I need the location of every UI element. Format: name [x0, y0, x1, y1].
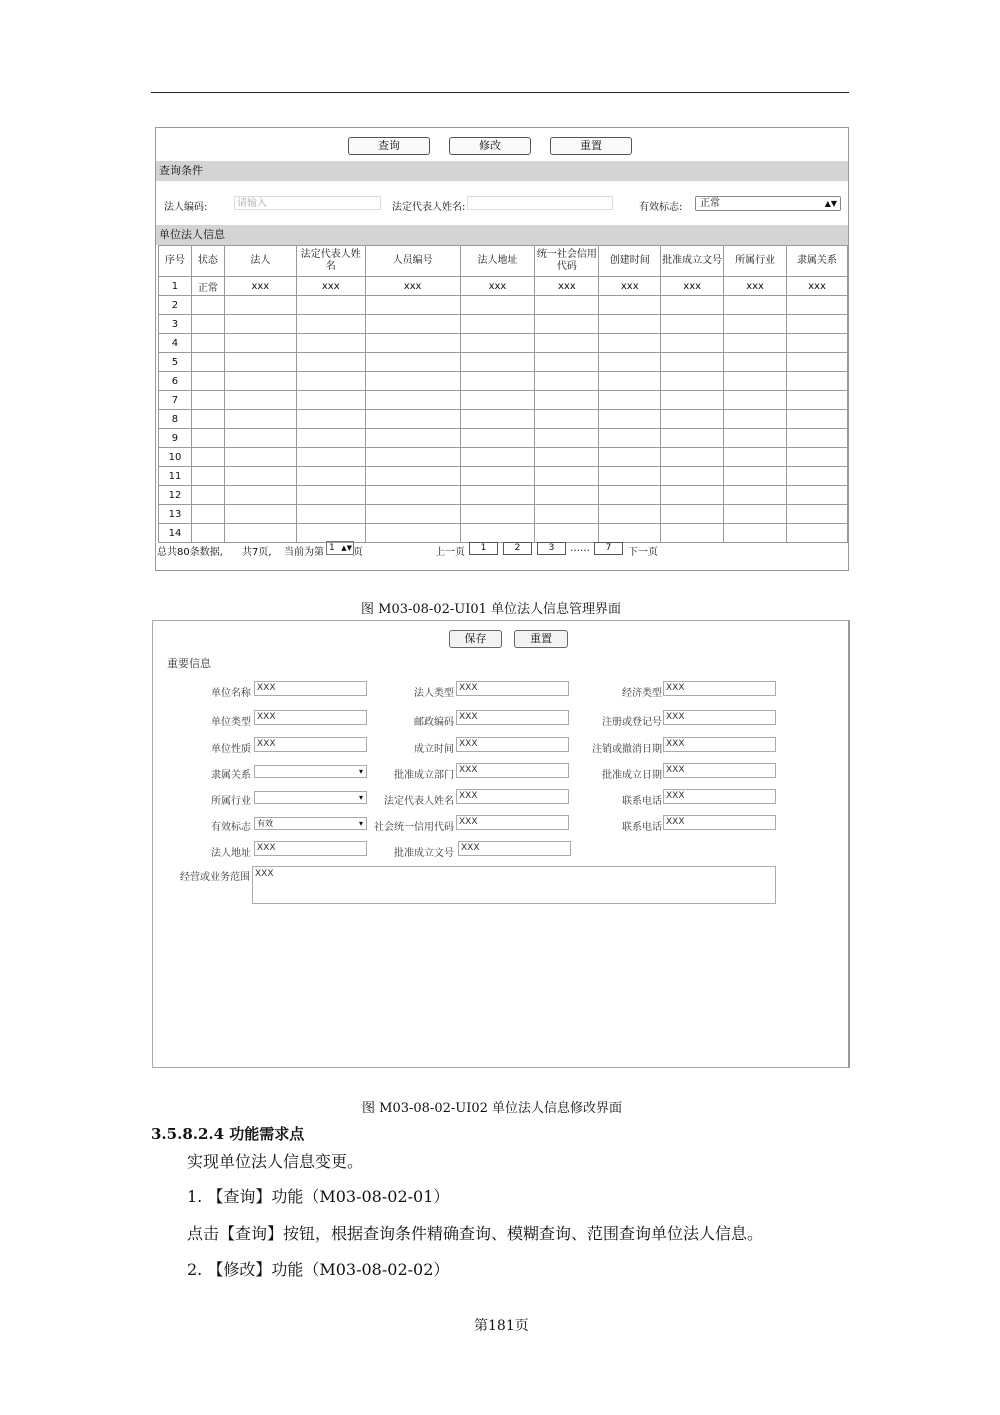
reset-button[interactable]: 重置: [514, 630, 568, 648]
table-cell: [224, 524, 296, 543]
field-value: XXX: [257, 712, 276, 722]
table-cell: [787, 296, 848, 315]
field-input[interactable]: [663, 681, 776, 696]
field-input[interactable]: [254, 710, 367, 725]
table-cell: [460, 391, 535, 410]
reset-button[interactable]: 重置: [550, 137, 632, 155]
table-cell: 10: [159, 448, 192, 467]
table-cell: [724, 391, 787, 410]
table-cell: [191, 353, 224, 372]
table-row[interactable]: [159, 277, 848, 296]
table-cell: [460, 372, 535, 391]
table-cell: xxx: [365, 277, 460, 296]
table-cell: [460, 505, 535, 524]
table-cell: [724, 448, 787, 467]
field-input[interactable]: [456, 710, 569, 725]
section-heading: 3.5.8.2.4 功能需求点: [151, 1125, 305, 1143]
table-row[interactable]: [159, 334, 848, 353]
table-cell: [365, 296, 460, 315]
flag-label: 有效标志:: [639, 202, 683, 213]
table-cell: [599, 524, 661, 543]
table-cell: [724, 410, 787, 429]
field-value: XXX: [666, 712, 685, 722]
field-input[interactable]: [456, 737, 569, 752]
table-cell: [224, 410, 296, 429]
info-section-header: 单位法人信息: [156, 225, 848, 245]
table-cell: [191, 429, 224, 448]
field-value: XXX: [666, 765, 685, 775]
table-cell: [535, 505, 599, 524]
code-input[interactable]: 请输入: [234, 196, 381, 210]
col-header: 隶属关系: [787, 246, 848, 277]
table-cell: [191, 334, 224, 353]
field-label: 联系电话: [622, 822, 662, 833]
table-cell: [296, 391, 365, 410]
item-1: 1. 【查询】功能（M03-08-02-01）: [187, 1187, 450, 1206]
table-row[interactable]: [159, 315, 848, 334]
field-input[interactable]: [663, 763, 776, 778]
table-cell: [724, 486, 787, 505]
field-label: 联系电话: [622, 796, 662, 807]
field-label: 单位类型: [211, 717, 251, 728]
table-cell: [224, 391, 296, 410]
table-cell: 11: [159, 467, 192, 486]
col-header: 创建时间: [599, 246, 661, 277]
page-3-button[interactable]: 3: [537, 542, 566, 555]
table-cell: [661, 296, 724, 315]
rep-name-input[interactable]: [467, 196, 613, 210]
dropdown-arrow-icon: ▾: [358, 767, 363, 776]
table-cell: [787, 486, 848, 505]
field-label: 成立时间: [414, 744, 454, 755]
table-cell: [460, 486, 535, 505]
field-label: 法人地址: [211, 848, 251, 859]
table-header-row: [159, 246, 848, 277]
figure-caption-ui01: 图 M03-08-02-UI01 单位法人信息管理界面: [361, 602, 622, 617]
table-cell: [599, 410, 661, 429]
table-cell: [787, 353, 848, 372]
field-label: 法定代表人姓名: [384, 796, 454, 807]
table-cell: [365, 486, 460, 505]
table-cell: [224, 334, 296, 353]
table-cell: [365, 467, 460, 486]
dropdown-arrow-icon: ▾: [358, 793, 363, 802]
table-row[interactable]: [159, 524, 848, 543]
table-cell: [296, 486, 365, 505]
table-cell: [724, 315, 787, 334]
table-cell: [535, 315, 599, 334]
table-cell: [535, 486, 599, 505]
table-cell: [365, 334, 460, 353]
table-cell: [599, 448, 661, 467]
table-cell: [661, 315, 724, 334]
important-info-heading: 重要信息: [167, 657, 211, 670]
field-input[interactable]: [663, 789, 776, 804]
table-cell: [787, 448, 848, 467]
table-cell: 7: [159, 391, 192, 410]
col-header: 所属行业: [724, 246, 787, 277]
table-cell: 14: [159, 524, 192, 543]
page-2-button[interactable]: 2: [503, 542, 532, 555]
code-label: 法人编码:: [164, 202, 208, 213]
table-cell: [460, 296, 535, 315]
table-cell: 6: [159, 372, 192, 391]
table-cell: 8: [159, 410, 192, 429]
table-row[interactable]: [159, 467, 848, 486]
table-cell: [365, 372, 460, 391]
table-cell: [535, 467, 599, 486]
table-cell: xxx: [724, 277, 787, 296]
current-page-suffix: 页: [353, 547, 363, 558]
col-header: 统一社会信用代码: [535, 246, 599, 277]
table-cell: [599, 372, 661, 391]
field-input[interactable]: [456, 815, 569, 830]
field-select[interactable]: [254, 765, 367, 778]
col-header: 法人地址: [460, 246, 535, 277]
page-number: 第181页: [474, 1318, 529, 1334]
field-label: 批准成立文号: [394, 848, 454, 859]
table-cell: [365, 410, 460, 429]
table-cell: [191, 391, 224, 410]
query-button[interactable]: 查询: [348, 137, 430, 155]
table-cell: [365, 524, 460, 543]
table-cell: [724, 334, 787, 353]
table-cell: 2: [159, 296, 192, 315]
table-cell: [365, 353, 460, 372]
page-count: 共7页,: [242, 547, 272, 558]
table-cell: [460, 334, 535, 353]
table-cell: xxx: [661, 277, 724, 296]
modify-button[interactable]: 修改: [449, 137, 531, 155]
field-input[interactable]: [663, 710, 776, 725]
table-cell: [787, 467, 848, 486]
field-label: 注册或登记号: [602, 717, 662, 728]
table-cell: [224, 505, 296, 524]
field-input[interactable]: [456, 763, 569, 778]
field-label: 单位性质: [211, 744, 251, 755]
table-cell: [599, 429, 661, 448]
table-cell: [661, 486, 724, 505]
field-select[interactable]: [254, 817, 367, 830]
table-cell: [296, 429, 365, 448]
table-row[interactable]: [159, 353, 848, 372]
table-cell: [787, 372, 848, 391]
table-cell: [724, 505, 787, 524]
table-cell: [296, 372, 365, 391]
flag-select-value: 正常: [700, 198, 720, 209]
query-section-header: 查询条件: [156, 161, 848, 181]
field-value: XXX: [666, 791, 685, 801]
field-value: XXX: [459, 765, 478, 775]
field-value: XXX: [666, 817, 685, 827]
table-cell: [724, 372, 787, 391]
col-header: 状态: [191, 246, 224, 277]
table-cell: xxx: [599, 277, 661, 296]
table-cell: [296, 353, 365, 372]
table-cell: [724, 353, 787, 372]
field-input[interactable]: [663, 815, 776, 830]
table-cell: [365, 505, 460, 524]
table-cell: xxx: [535, 277, 599, 296]
table-cell: [599, 315, 661, 334]
table-cell: [460, 524, 535, 543]
table-cell: [191, 448, 224, 467]
field-value: XXX: [666, 683, 685, 693]
table-cell: [296, 467, 365, 486]
field-input[interactable]: [254, 737, 367, 752]
table-cell: [224, 429, 296, 448]
table-cell: [661, 334, 724, 353]
field-value: XXX: [459, 791, 478, 801]
field-input[interactable]: [254, 681, 367, 696]
table-cell: [599, 353, 661, 372]
field-label: 经济类型: [622, 688, 662, 699]
rep-name-label: 法定代表人姓名:: [392, 202, 466, 213]
table-cell: [191, 524, 224, 543]
table-cell: [296, 315, 365, 334]
select-arrows-icon: ▲▼: [341, 544, 352, 552]
total-count: 总共80条数据,: [157, 547, 223, 558]
table-cell: [787, 391, 848, 410]
table-cell: [191, 486, 224, 505]
prev-page-link[interactable]: 上一页: [435, 547, 465, 558]
table-cell: xxx: [296, 277, 365, 296]
table-cell: [661, 410, 724, 429]
table-cell: [787, 334, 848, 353]
table-cell: [365, 448, 460, 467]
table-cell: [365, 315, 460, 334]
table-cell: [535, 334, 599, 353]
table-cell: [724, 467, 787, 486]
select-arrows-icon: ▲▼: [824, 199, 837, 208]
table-cell: [224, 486, 296, 505]
dropdown-arrow-icon: ▾: [358, 819, 363, 828]
field-value: XXX: [459, 683, 478, 693]
current-page-select[interactable]: [326, 541, 354, 555]
table-cell: [661, 505, 724, 524]
field-label: 批准成立部门: [394, 770, 454, 781]
table-cell: [224, 372, 296, 391]
table-cell: [724, 296, 787, 315]
next-page-link[interactable]: 下一页: [628, 547, 658, 558]
table-cell: [296, 448, 365, 467]
table-cell: [224, 315, 296, 334]
table-cell: [296, 410, 365, 429]
figure-caption-ui02: 图 M03-08-02-UI02 单位法人信息修改界面: [362, 1101, 623, 1116]
field-label: 有效标志: [211, 822, 251, 833]
table-cell: [535, 429, 599, 448]
table-row[interactable]: [159, 486, 848, 505]
table-cell: [535, 448, 599, 467]
field-label: 法人类型: [414, 688, 454, 699]
table-row[interactable]: [159, 505, 848, 524]
field-input[interactable]: [456, 681, 569, 696]
col-header: 批准成立文号: [661, 246, 724, 277]
table-cell: [460, 448, 535, 467]
scope-textarea[interactable]: XXX: [252, 866, 776, 904]
table-cell: 12: [159, 486, 192, 505]
table-cell: 9: [159, 429, 192, 448]
table-cell: [787, 429, 848, 448]
page-1-button[interactable]: 1: [469, 542, 498, 555]
field-label: 隶属关系: [211, 770, 251, 781]
table-cell: [599, 505, 661, 524]
item-2: 2. 【修改】功能（M03-08-02-02）: [187, 1260, 450, 1279]
field-label: 所属行业: [211, 796, 251, 807]
page-7-button[interactable]: 7: [594, 542, 623, 555]
table-cell: [599, 296, 661, 315]
table-row[interactable]: [159, 410, 848, 429]
table-cell: [661, 372, 724, 391]
save-button[interactable]: 保存: [449, 630, 502, 648]
table-row[interactable]: [159, 391, 848, 410]
field-value: XXX: [461, 843, 480, 853]
field-value: XXX: [257, 843, 276, 853]
table-cell: [224, 448, 296, 467]
table-cell: [224, 296, 296, 315]
table-cell: [460, 467, 535, 486]
table-cell: 13: [159, 505, 192, 524]
table-cell: [224, 467, 296, 486]
current-page-prefix: 当前为第: [284, 547, 324, 558]
table-cell: [661, 524, 724, 543]
table-row[interactable]: [159, 372, 848, 391]
intro-paragraph: 实现单位法人信息变更。: [187, 1152, 364, 1171]
table-cell: [296, 505, 365, 524]
col-header: 法人: [224, 246, 296, 277]
table-cell: 5: [159, 353, 192, 372]
table-cell: [460, 315, 535, 334]
field-value: XXX: [666, 739, 685, 749]
col-header: 法定代表人姓名: [296, 246, 365, 277]
field-value: XXX: [459, 712, 478, 722]
field-label: 注销或撤消日期: [592, 744, 662, 755]
table-cell: [599, 391, 661, 410]
field-input[interactable]: [663, 737, 776, 752]
table-cell: [191, 467, 224, 486]
table-cell: 3: [159, 315, 192, 334]
col-header: 人员编号: [365, 246, 460, 277]
table-cell: [460, 429, 535, 448]
current-page-value: 1: [329, 543, 335, 553]
table-cell: [535, 353, 599, 372]
field-value: XXX: [459, 739, 478, 749]
table-cell: xxx: [787, 277, 848, 296]
table-cell: [460, 410, 535, 429]
table-cell: [191, 410, 224, 429]
table-cell: [787, 410, 848, 429]
table-cell: [535, 410, 599, 429]
table-cell: [296, 524, 365, 543]
table-cell: [787, 315, 848, 334]
table-cell: [724, 524, 787, 543]
field-label: 单位名称: [211, 688, 251, 699]
table-cell: xxx: [460, 277, 535, 296]
table-cell: 正常: [191, 277, 224, 296]
table-cell: [535, 296, 599, 315]
table-cell: [191, 505, 224, 524]
table-cell: [599, 486, 661, 505]
table-cell: [661, 353, 724, 372]
header-rule: [151, 92, 849, 93]
table-cell: [599, 334, 661, 353]
flag-select[interactable]: [695, 196, 841, 211]
table-row[interactable]: [159, 448, 848, 467]
col-header: 序号: [159, 246, 192, 277]
table-cell: 4: [159, 334, 192, 353]
legal-entity-management-screenshot: [155, 127, 849, 571]
table-cell: [460, 353, 535, 372]
table-cell: [724, 429, 787, 448]
field-label: 社会统一信用代码: [374, 822, 454, 833]
field-label: 批准成立日期: [602, 770, 662, 781]
pager-ellipsis: ……: [570, 543, 590, 554]
table-cell: [535, 372, 599, 391]
scope-label: 经营或业务范围: [180, 872, 250, 883]
field-value: 有效: [257, 819, 273, 828]
table-cell: [535, 391, 599, 410]
field-input[interactable]: [456, 789, 569, 804]
table-cell: [535, 524, 599, 543]
table-cell: [661, 467, 724, 486]
table-cell: [661, 429, 724, 448]
field-label: 邮政编码: [414, 717, 454, 728]
table-cell: [296, 296, 365, 315]
item-1-description: 点击【查询】按钮，根据查询条件精确查询、模糊查询、范围查询单位法人信息。: [187, 1224, 764, 1243]
legal-entity-table: [158, 245, 848, 543]
field-value: XXX: [257, 683, 276, 693]
table-cell: [661, 391, 724, 410]
field-select[interactable]: [254, 791, 367, 804]
table-cell: [787, 524, 848, 543]
legal-entity-edit-screenshot: [152, 620, 850, 1068]
table-cell: [661, 448, 724, 467]
table-row[interactable]: [159, 429, 848, 448]
field-input[interactable]: [254, 841, 367, 856]
field-input[interactable]: [458, 841, 571, 856]
table-cell: [599, 467, 661, 486]
table-cell: [191, 372, 224, 391]
field-value: XXX: [459, 817, 478, 827]
table-cell: [191, 315, 224, 334]
table-cell: xxx: [224, 277, 296, 296]
table-row[interactable]: [159, 296, 848, 315]
table-cell: [365, 429, 460, 448]
table-cell: [365, 391, 460, 410]
table-cell: [296, 334, 365, 353]
field-value: XXX: [257, 739, 276, 749]
table-cell: [191, 296, 224, 315]
table-cell: [787, 505, 848, 524]
table-cell: 1: [159, 277, 192, 296]
table-cell: [224, 353, 296, 372]
